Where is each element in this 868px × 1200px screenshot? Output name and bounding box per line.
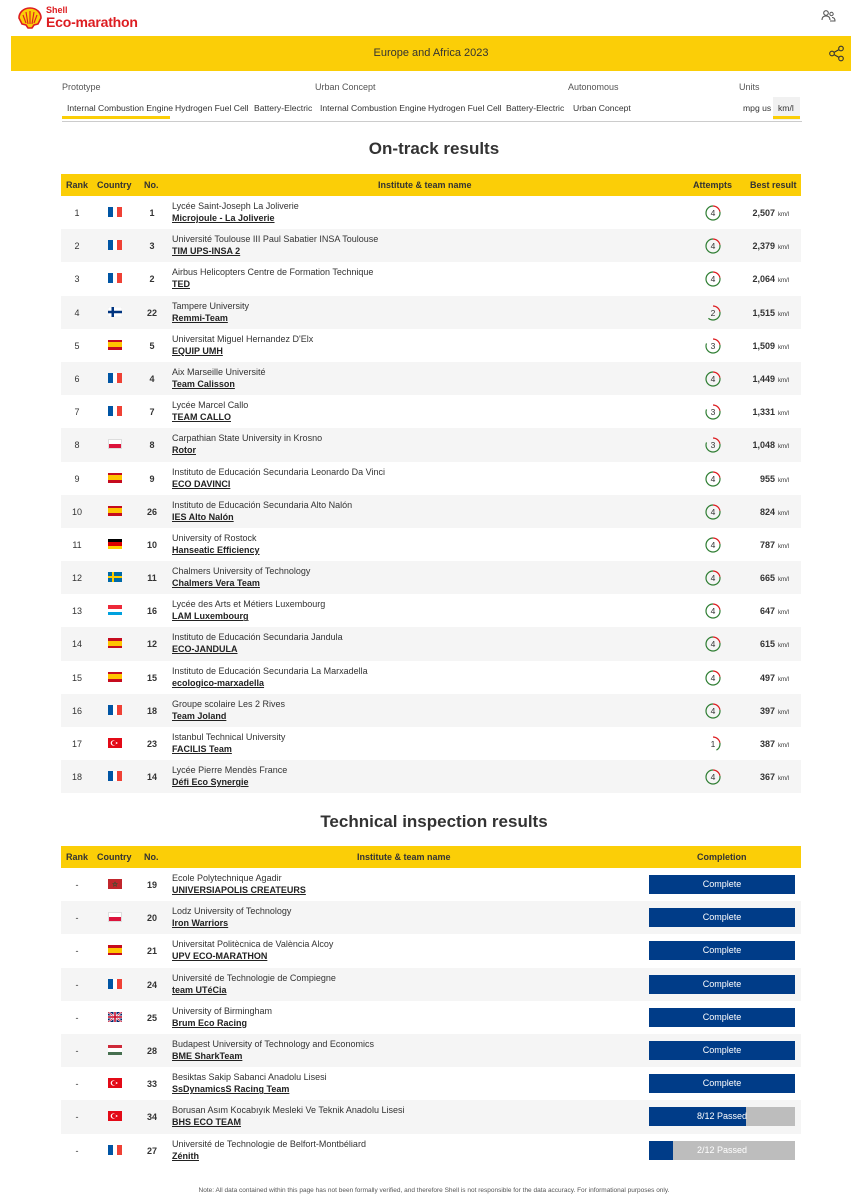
car-number: 2 — [149, 274, 155, 285]
technical-body — [61, 868, 801, 1167]
team-link[interactable]: BHS ECO TEAM — [172, 1117, 242, 1128]
tab-prototype-battery[interactable]: Battery-Electric — [254, 103, 313, 113]
institute-name: Airbus Helicopters Centre de Formation Technique — [172, 267, 374, 278]
car-number: 11 — [147, 573, 157, 584]
attempts-ring-icon — [704, 204, 722, 222]
completion-bar — [649, 875, 795, 894]
best-result: 824 km/l — [759, 506, 789, 517]
team-link[interactable]: IES Alto Nalón — [172, 511, 234, 522]
best-result: 1,515 km/l — [752, 307, 789, 318]
ontrack-header — [61, 174, 801, 196]
unit-label: km/l — [778, 743, 789, 749]
best-result: 1,331 km/l — [752, 407, 789, 418]
completion-status: Complete — [702, 912, 742, 923]
ontrack-row — [61, 694, 801, 727]
ontrack-row — [61, 561, 801, 594]
shell-pecten-logo-icon — [18, 7, 42, 29]
car-number: 8 — [149, 440, 155, 451]
institute-name: Aix Marseille Université — [172, 366, 266, 377]
tab-urban-ice[interactable]: Internal Combustion Engine — [320, 103, 427, 113]
car-number: 18 — [146, 705, 157, 716]
ontrack-title: On-track results — [368, 139, 500, 158]
user-group-icon[interactable] — [820, 8, 836, 24]
completion-bar — [649, 941, 795, 960]
active-unit-indicator — [773, 116, 800, 119]
attempts-count: 4 — [710, 506, 716, 517]
car-number: 5 — [149, 340, 155, 351]
rank: - — [75, 1112, 79, 1123]
best-result: 397 km/l — [759, 705, 789, 716]
team-link[interactable]: LAM Luxembourg — [172, 611, 249, 622]
institute-name: Universitat Politècnica de València Alcoy — [172, 939, 334, 950]
rank: 1 — [74, 208, 80, 218]
car-number: 27 — [146, 1145, 157, 1156]
unit-label: km/l — [778, 212, 789, 218]
technical-row — [61, 1001, 801, 1034]
institute-name: Chalmers University of Technology — [172, 566, 311, 577]
ontrack-row — [61, 627, 801, 660]
site-header — [0, 0, 868, 36]
technical-row — [61, 934, 801, 967]
completion-bar — [649, 1141, 795, 1160]
technical-row — [61, 1034, 801, 1067]
country-flag-icon — [108, 373, 122, 383]
rank: 17 — [71, 739, 82, 749]
country-flag-icon — [108, 738, 122, 748]
country-flag-icon — [108, 1145, 122, 1155]
country-flag-icon — [108, 1111, 122, 1121]
country-flag-icon — [108, 979, 122, 989]
country-flag-icon — [108, 439, 122, 449]
unit-label: km/l — [778, 377, 789, 384]
attempts-ring-icon — [704, 635, 722, 653]
team-link[interactable]: FACILIS Team — [172, 744, 232, 754]
rank: - — [75, 1012, 79, 1023]
unit-km-l[interactable]: km/l — [778, 103, 794, 113]
country-flag-icon — [108, 273, 122, 283]
institute-name: Carpathian State University in Krosno — [172, 433, 323, 444]
completion-status: Complete — [702, 978, 742, 989]
unit-label: km/l — [778, 776, 789, 783]
country-flag-icon — [108, 572, 122, 582]
country-flag-icon — [108, 672, 122, 682]
attempts-count: 4 — [710, 208, 716, 218]
ontrack-table — [61, 174, 801, 793]
car-number: 16 — [146, 606, 157, 617]
attempts-count: 4 — [710, 274, 716, 285]
car-number: 4 — [149, 373, 155, 384]
car-number: 28 — [146, 1045, 157, 1056]
institute-name: Université de Technologie de Compiegne — [172, 972, 336, 983]
team-link[interactable]: TIM UPS-INSA 2 — [172, 246, 241, 257]
institute-name: Groupe scolaire Les 2 Rives — [172, 698, 286, 709]
country-flag-icon — [108, 240, 122, 250]
col-rank: Rank — [66, 180, 89, 190]
country-flag-icon — [108, 207, 122, 217]
attempts-ring-icon — [704, 768, 722, 786]
unit-label: km/l — [778, 577, 789, 584]
ontrack-row — [61, 661, 801, 694]
car-number: 9 — [149, 473, 155, 484]
team-link[interactable]: BME SharkTeam — [172, 1050, 243, 1061]
attempts-count: 4 — [710, 539, 716, 550]
team-link[interactable]: Microjoule - La Joliverie — [172, 213, 275, 223]
institute-name: Lycée des Arts et Métiers Luxembourg — [172, 599, 326, 610]
car-number: 19 — [146, 880, 157, 890]
best-result: 787 km/l — [759, 539, 789, 550]
unit-label: km/l — [778, 709, 789, 716]
attempts-ring-icon — [704, 702, 722, 720]
col-no: No. — [144, 180, 159, 190]
ontrack-body — [61, 196, 801, 793]
tab-urban-hydrogen[interactable]: Hydrogen Fuel Cell — [428, 103, 502, 113]
attempts-ring-icon — [704, 270, 722, 288]
best-result: 955 km/l — [759, 473, 789, 484]
institute-name: Lodz University of Technology — [172, 906, 292, 917]
unit-mpg-us[interactable]: mpg us — [743, 103, 772, 113]
best-result: 367 km/l — [759, 772, 789, 783]
attempts-count: 1 — [710, 739, 716, 749]
unit-label: km/l — [778, 444, 789, 451]
active-tab-indicator — [62, 116, 170, 119]
car-number: 24 — [146, 979, 157, 990]
group-autonomous-label: Autonomous — [568, 82, 619, 92]
country-flag-icon — [108, 307, 122, 317]
rank: 7 — [74, 407, 80, 418]
team-link[interactable]: Team Calisson — [172, 378, 235, 389]
team-link[interactable]: UPV ECO-MARATHON — [172, 951, 268, 962]
tab-prototype-ice[interactable]: Internal Combustion Engine — [67, 103, 174, 113]
attempts-count: 4 — [710, 241, 716, 252]
car-number: 7 — [149, 407, 155, 418]
best-result: 497 km/l — [759, 672, 789, 683]
completion-status: Complete — [702, 879, 742, 889]
rank: 11 — [72, 539, 82, 550]
unit-label: km/l — [778, 477, 789, 484]
team-link[interactable]: Remmi-Team — [172, 312, 228, 323]
attempts-count: 3 — [710, 440, 716, 451]
completion-status: 2/12 Passed — [696, 1144, 748, 1155]
completion-status: Complete — [702, 1078, 742, 1089]
technical-header — [61, 846, 801, 868]
share-icon[interactable] — [828, 45, 845, 62]
best-result: 2,379 km/l — [752, 241, 789, 252]
attempts-ring-icon — [704, 470, 722, 488]
attempts-count: 3 — [710, 340, 716, 351]
car-number: 34 — [146, 1112, 157, 1123]
completion-status: Complete — [702, 945, 742, 956]
team-link[interactable]: ECO-JANDULA — [172, 644, 238, 655]
ontrack-row — [61, 727, 801, 760]
ontrack-row — [61, 528, 801, 561]
attempts-ring-icon — [704, 403, 722, 421]
col-country: Country — [97, 180, 132, 190]
unit-label: km/l — [778, 311, 789, 318]
attempts-count: 4 — [710, 573, 716, 584]
tab-urban-battery[interactable]: Battery-Electric — [506, 103, 565, 113]
tab-prototype-hydrogen[interactable]: Hydrogen Fuel Cell — [175, 103, 249, 113]
rank: - — [75, 946, 79, 957]
attempts-ring-icon — [704, 337, 722, 355]
team-link[interactable]: Défi Eco Synergie — [172, 777, 249, 788]
car-number: 20 — [146, 913, 157, 924]
attempts-count: 4 — [710, 639, 716, 650]
unit-label: km/l — [778, 344, 789, 351]
ontrack-row — [61, 395, 801, 428]
event-banner — [11, 36, 851, 71]
ontrack-row — [61, 428, 801, 461]
group-prototype-label: Prototype — [62, 82, 101, 92]
completion-bar — [649, 1107, 795, 1126]
rank: 18 — [71, 772, 82, 783]
attempts-count: 4 — [710, 772, 716, 783]
institute-name: Borusan Asım Kocabıyık Mesleki Ve Teknik Anadolu Lisesi — [172, 1105, 405, 1116]
attempts-ring-icon — [704, 304, 722, 322]
rank: 6 — [74, 373, 80, 384]
team-link[interactable]: Rotor — [172, 445, 196, 456]
rank: 14 — [71, 639, 82, 650]
attempts-ring-icon — [704, 436, 722, 454]
attempts-ring-icon — [704, 735, 722, 753]
car-number: 15 — [146, 672, 157, 683]
team-link[interactable]: TED — [172, 279, 190, 290]
institute-name: Tampere University — [172, 300, 250, 311]
event-title: Europe and Africa 2023 — [373, 47, 489, 59]
institute-name: Instituto de Educación Secundaria La Marxadella — [172, 665, 368, 676]
car-number: 3 — [149, 241, 155, 252]
car-number: 1 — [149, 208, 155, 218]
rank: 16 — [71, 705, 82, 716]
group-units-label: Units — [739, 82, 760, 92]
rank: - — [75, 1045, 79, 1056]
institute-name: Instituto de Educación Secundaria Leonardo Da Vinci — [172, 466, 385, 477]
rank: - — [75, 979, 79, 990]
shell-logo[interactable] — [18, 6, 138, 29]
ontrack-row — [61, 196, 801, 229]
institute-name: Instituto de Educación Secundaria Alto Nalón — [172, 499, 353, 510]
ontrack-row — [61, 362, 801, 395]
completion-bar — [649, 1008, 795, 1027]
team-link[interactable]: SsDynamicsS Racing Team — [172, 1084, 290, 1095]
country-flag-icon — [108, 705, 122, 715]
ontrack-row — [61, 594, 801, 627]
best-result: 387 km/l — [759, 739, 789, 749]
attempts-ring-icon — [704, 602, 722, 620]
attempts-count: 4 — [710, 473, 716, 484]
unit-label: km/l — [778, 245, 789, 252]
attempts-ring-icon — [704, 370, 722, 388]
attempts-count: 4 — [710, 705, 716, 716]
completion-bar — [649, 975, 795, 994]
completion-bar — [649, 1074, 795, 1093]
best-result: 1,509 km/l — [752, 340, 789, 351]
rank: - — [75, 1145, 79, 1156]
rank: - — [75, 1079, 79, 1090]
completion-bar — [649, 1041, 795, 1060]
category-nav — [62, 82, 802, 122]
ontrack-row — [61, 296, 801, 329]
car-number: 33 — [146, 1079, 157, 1090]
team-link[interactable]: Zénith — [172, 1150, 199, 1161]
country-flag-icon — [108, 945, 122, 955]
car-number: 14 — [146, 772, 157, 783]
attempts-ring-icon — [704, 503, 722, 521]
team-link[interactable]: Brum Eco Racing — [172, 1017, 248, 1028]
brand-line2: Eco-marathon — [46, 14, 138, 30]
col-rank: Rank — [66, 852, 89, 862]
attempts-ring-icon — [704, 536, 722, 554]
col-country: Country — [97, 852, 132, 862]
best-result: 1,048 km/l — [752, 440, 789, 451]
best-result: 647 km/l — [759, 606, 789, 617]
rank: 2 — [74, 241, 80, 252]
unit-label: km/l — [778, 610, 789, 617]
institute-name: Lycée Saint-Joseph La Joliverie — [172, 201, 299, 211]
unit-label: km/l — [778, 543, 789, 550]
institute-name: Université Toulouse III Paul Sabatier INSA Toulouse — [172, 234, 379, 245]
team-link[interactable]: TEAM CALLO — [172, 412, 231, 423]
institute-name: Lycée Marcel Callo — [172, 400, 249, 411]
team-link[interactable]: Hanseatic Efficiency — [172, 544, 260, 555]
country-flag-icon — [108, 1012, 122, 1022]
attempts-count: 3 — [710, 407, 716, 418]
ontrack-row — [61, 329, 801, 362]
technical-table — [61, 846, 801, 1167]
car-number: 26 — [146, 506, 157, 517]
country-flag-icon — [108, 539, 122, 549]
team-link[interactable]: Chalmers Vera Team — [172, 578, 260, 589]
car-number: 12 — [146, 639, 157, 650]
technical-row — [61, 968, 801, 1001]
unit-label: km/l — [778, 510, 789, 517]
rank: - — [75, 880, 79, 890]
car-number: 10 — [146, 539, 157, 550]
technical-row — [61, 1100, 801, 1133]
institute-name: University of Birmingham — [172, 1005, 273, 1016]
unit-label: km/l — [778, 643, 789, 650]
technical-row — [61, 1067, 801, 1100]
team-link[interactable]: team UTéCia — [172, 984, 227, 995]
attempts-count: 4 — [710, 373, 716, 384]
tab-autonomous-urban[interactable]: Urban Concept — [573, 103, 631, 113]
rank: 3 — [74, 274, 80, 285]
unit-label: km/l — [778, 676, 789, 683]
attempts-ring-icon — [704, 237, 722, 255]
car-number: 23 — [146, 739, 157, 749]
completion-bar — [649, 908, 795, 927]
institute-name: Lycée Pierre Mendès France — [172, 765, 288, 776]
car-number: 22 — [146, 307, 157, 318]
completion-fill — [649, 1141, 673, 1160]
rank: 8 — [74, 440, 80, 451]
country-flag-icon — [108, 473, 122, 483]
col-institute: Institute & team name — [357, 852, 451, 862]
ontrack-row — [61, 462, 801, 495]
rank: 12 — [71, 573, 82, 584]
car-number: 21 — [146, 946, 157, 957]
country-flag-icon — [108, 879, 122, 889]
team-link[interactable]: Iron Warriors — [172, 918, 229, 929]
team-link[interactable]: ECO DAVINCI — [172, 478, 231, 489]
unit-label: km/l — [778, 411, 789, 418]
category-divider — [62, 121, 802, 122]
institute-name: Istanbul Technical University — [172, 732, 286, 742]
col-attempts: Attempts — [693, 180, 733, 190]
country-flag-icon — [108, 771, 122, 781]
country-flag-icon — [108, 406, 122, 416]
completion-status: Complete — [702, 1044, 742, 1055]
attempts-count: 4 — [710, 606, 716, 617]
best-result: 615 km/l — [759, 639, 789, 650]
country-flag-icon — [108, 1045, 122, 1055]
best-result: 2,507 km/l — [752, 208, 789, 218]
country-flag-icon — [108, 340, 122, 350]
rank: 10 — [71, 506, 82, 517]
ontrack-row — [61, 229, 801, 262]
ontrack-row — [61, 760, 801, 793]
completion-status: 8/12 Passed — [696, 1111, 748, 1122]
institute-name: Instituto de Educación Secundaria Jandula — [172, 632, 343, 643]
ontrack-row — [61, 495, 801, 528]
institute-name: University of Rostock — [172, 532, 257, 543]
institute-name: Universitat Miguel Hernandez D'Elx — [172, 333, 314, 344]
country-flag-icon — [108, 912, 122, 922]
col-best: Best result — [750, 180, 797, 190]
rank: - — [75, 913, 79, 924]
rank: 13 — [71, 606, 82, 617]
institute-name: Budapest University of Technology and Economics — [172, 1038, 374, 1049]
brand-line1: Shell — [46, 5, 68, 15]
rank: 15 — [71, 672, 82, 683]
technical-title: Technical inspection results — [320, 812, 548, 831]
institute-name: Université de Technologie de Belfort-Montbéliard — [172, 1138, 366, 1149]
technical-row — [61, 1134, 801, 1167]
unit-label: km/l — [778, 278, 789, 285]
attempts-ring-icon — [704, 669, 722, 687]
completion-status: Complete — [702, 1011, 742, 1022]
group-urban-label: Urban Concept — [315, 82, 376, 92]
technical-row — [61, 901, 801, 934]
technical-row — [61, 868, 801, 901]
rank: 9 — [74, 473, 80, 484]
best-result: 665 km/l — [759, 573, 789, 584]
team-link[interactable]: Team Joland — [172, 710, 227, 721]
team-link[interactable]: UNIVERSIAPOLIS CREATEURS — [172, 885, 306, 895]
country-flag-icon — [108, 605, 122, 615]
rank: 4 — [74, 307, 80, 318]
car-number: 25 — [146, 1012, 157, 1023]
attempts-count: 2 — [710, 307, 716, 318]
team-link[interactable]: ecologico-marxadella — [172, 677, 265, 688]
country-flag-icon — [108, 506, 122, 516]
footer-note: Note: All data contained within this page has not been formally verified, and therefore Shell is not responsible for the data accuracy. For informational purposes only. — [198, 1187, 670, 1194]
col-institute: Institute & team name — [378, 180, 472, 190]
team-link[interactable]: EQUIP UMH — [172, 345, 223, 356]
institute-name: Ecole Polytechnique Agadir — [172, 873, 282, 883]
country-flag-icon — [108, 1078, 122, 1088]
col-no: No. — [144, 852, 159, 862]
ontrack-row — [61, 262, 801, 295]
institute-name: Besiktas Sakip Sabanci Anadolu Lisesi — [172, 1072, 327, 1083]
col-completion: Completion — [697, 852, 747, 862]
attempts-count: 4 — [710, 672, 716, 683]
attempts-ring-icon — [704, 569, 722, 587]
rank: 5 — [74, 340, 80, 351]
best-result: 2,064 km/l — [752, 274, 789, 285]
country-flag-icon — [108, 638, 122, 648]
best-result: 1,449 km/l — [752, 373, 789, 384]
